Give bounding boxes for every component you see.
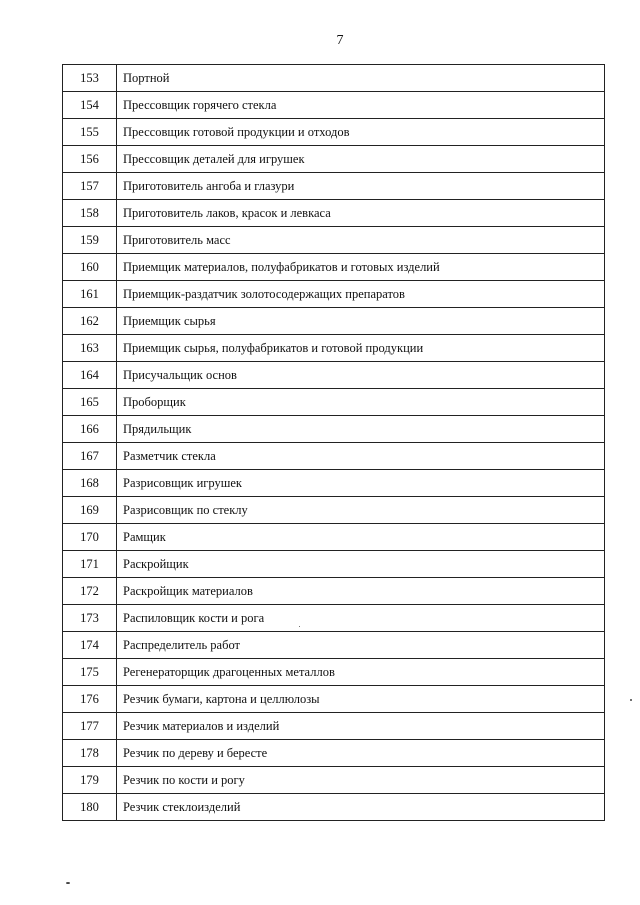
table-row [63, 551, 605, 578]
profession-name: Резчик по кости и рогу [117, 767, 605, 794]
profession-name: Портной [117, 65, 605, 92]
table-row [63, 173, 605, 200]
profession-name: Разрисовщик игрушек [117, 470, 605, 497]
table-row [63, 632, 605, 659]
scan-speck [66, 882, 70, 884]
profession-name: Приготовитель лаков, красок и левкаса [117, 200, 605, 227]
row-number: 164 [63, 362, 117, 389]
profession-name: Приемщик сырья [117, 308, 605, 335]
professions-table [62, 64, 605, 821]
profession-name: Приемщик материалов, полуфабрикатов и готовых изделий [117, 254, 605, 281]
table-row [63, 254, 605, 281]
table-row [63, 281, 605, 308]
profession-name: Распиловщик кости и рога [117, 605, 605, 632]
row-number: 156 [63, 146, 117, 173]
profession-name: Раскройщик [117, 551, 605, 578]
profession-name: Разрисовщик по стеклу [117, 497, 605, 524]
table-row [63, 578, 605, 605]
table-row [63, 605, 605, 632]
table-row [63, 497, 605, 524]
table-row [63, 119, 605, 146]
row-number: 170 [63, 524, 117, 551]
table-row [63, 362, 605, 389]
table-row [63, 767, 605, 794]
profession-name: Регенераторщик драгоценных металлов [117, 659, 605, 686]
table-row [63, 713, 605, 740]
profession-name: Резчик стеклоизделий [117, 794, 605, 821]
table-row [63, 470, 605, 497]
table-row [63, 659, 605, 686]
table-row [63, 308, 605, 335]
row-number: 173 [63, 605, 117, 632]
row-number: 179 [63, 767, 117, 794]
page-number: 7 [336, 33, 344, 48]
row-number: 154 [63, 92, 117, 119]
row-number: 163 [63, 335, 117, 362]
table-row [63, 686, 605, 713]
row-number: 161 [63, 281, 117, 308]
row-number: 169 [63, 497, 117, 524]
row-number: 153 [63, 65, 117, 92]
table-row [63, 794, 605, 821]
row-number: 157 [63, 173, 117, 200]
profession-name: Раскройщик материалов [117, 578, 605, 605]
profession-name: Проборщик [117, 389, 605, 416]
row-number: 171 [63, 551, 117, 578]
profession-name: Прессовщик готовой продукции и отходов [117, 119, 605, 146]
row-number: 168 [63, 470, 117, 497]
row-number: 172 [63, 578, 117, 605]
table-row [63, 65, 605, 92]
profession-name: Приготовитель ангоба и глазури [117, 173, 605, 200]
profession-name: Резчик материалов и изделий [117, 713, 605, 740]
row-number: 158 [63, 200, 117, 227]
profession-name: Резчик бумаги, картона и целлюлозы [117, 686, 605, 713]
table-row [63, 227, 605, 254]
profession-name: Приготовитель масс [117, 227, 605, 254]
profession-name: Приемщик-раздатчик золотосодержащих препаратов [117, 281, 605, 308]
table-row [63, 389, 605, 416]
table-row [63, 200, 605, 227]
table-body [63, 65, 605, 821]
profession-name: Разметчик стекла [117, 443, 605, 470]
row-number: 180 [63, 794, 117, 821]
table-row [63, 416, 605, 443]
profession-name: Приемщик сырья, полуфабрикатов и готовой продукции [117, 335, 605, 362]
profession-name: Присучальщик основ [117, 362, 605, 389]
table-row [63, 92, 605, 119]
table-row [63, 740, 605, 767]
profession-name: Распределитель работ [117, 632, 605, 659]
scan-speck [299, 626, 300, 627]
row-number: 166 [63, 416, 117, 443]
row-number: 159 [63, 227, 117, 254]
row-number: 165 [63, 389, 117, 416]
profession-name: Прессовщик деталей для игрушек [117, 146, 605, 173]
row-number: 175 [63, 659, 117, 686]
profession-name: Резчик по дереву и бересте [117, 740, 605, 767]
row-number: 155 [63, 119, 117, 146]
row-number: 160 [63, 254, 117, 281]
table-row [63, 443, 605, 470]
profession-name: Прессовщик горячего стекла [117, 92, 605, 119]
row-number: 178 [63, 740, 117, 767]
table-row [63, 335, 605, 362]
row-number: 167 [63, 443, 117, 470]
row-number: 162 [63, 308, 117, 335]
row-number: 174 [63, 632, 117, 659]
row-number: 177 [63, 713, 117, 740]
profession-name: Прядильщик [117, 416, 605, 443]
scan-speck [630, 699, 632, 701]
row-number: 176 [63, 686, 117, 713]
profession-name: Рамщик [117, 524, 605, 551]
table-row [63, 146, 605, 173]
table-row [63, 524, 605, 551]
